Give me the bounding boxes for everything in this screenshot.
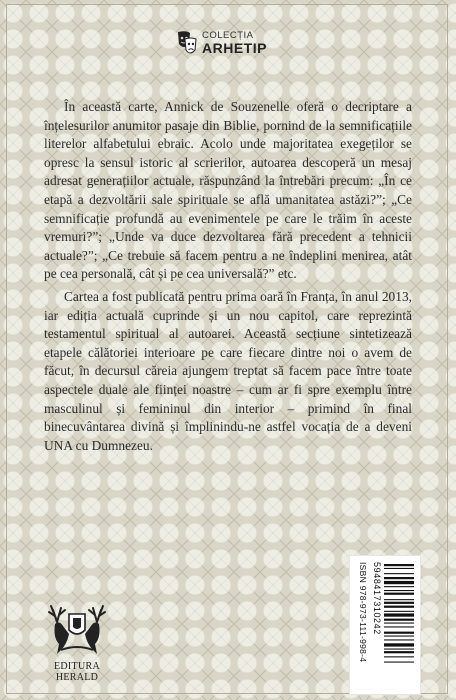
- collection-logo: [176, 26, 267, 60]
- publisher-line-2: HERALD: [55, 672, 99, 683]
- blurb-text: [44, 98, 412, 459]
- barcode-icon: [354, 562, 416, 688]
- collection-label: [202, 31, 267, 55]
- publisher-line-1: EDITURA: [54, 661, 100, 672]
- collection-small-text: COLECȚIA: [202, 30, 254, 42]
- blurb-paragraph-1: În această carte, Annick de Souzenelle oferă o decriptare a înțelesurilor anumitor pasaje din Biblie, pornind de la semnificațiile literelor alfabetului ebraic. Acolo unde majoritatea exegeților se opresc la sensul istoric al scrierilor, autoarea descoperă un mesaj adresat generațiilor actuale, răspunzând la întrebări precum: „În ce etapă a dezvoltării sale spirituale se află umanitatea astăzi?”; „Ce semnificație profundă au evenimentele pe care le trăim în aceste vremuri?”; „Unde va duce dezvoltarea fără precedent a tehnicii actuale?”; „Ce trebuie să facem pentru a ne îndeplini menirea, atât pe cea personală, cât și pe cea universală?” etc.: [44, 99, 412, 282]
- blurb-paragraph-2: Cartea a fost publicată pentru prima oară în Franța, în anul 2013, iar ediția actuală cuprinde și un nou capitol, care reprezintă testamentul spiritual al autoarei. Această secțiune sintetizează etapele călătoriei interioare pe care fiecare dintre noi o avem de făcut, în decursul căreia ajungem treptat să facem pace între toate aspectele duale ale ființei noastre – cum ar fi spre exemplu între masculinul și femininul din interior – primind în final binecuvântarea divină și împlinindu-ne astfel vocația de a deveni UNA cu Dumnezeu.: [44, 288, 412, 453]
- isbn-text: ISBN 978-973-111-998-4: [358, 562, 368, 663]
- collection-title: ARHETIP: [202, 39, 267, 56]
- barcode-sticker: [350, 556, 420, 694]
- theater-masks-icon: [176, 30, 198, 56]
- publisher-logo: [40, 600, 114, 683]
- barcode-number: 5948417310242: [372, 562, 382, 635]
- deer-crest-logo-icon: [47, 600, 107, 656]
